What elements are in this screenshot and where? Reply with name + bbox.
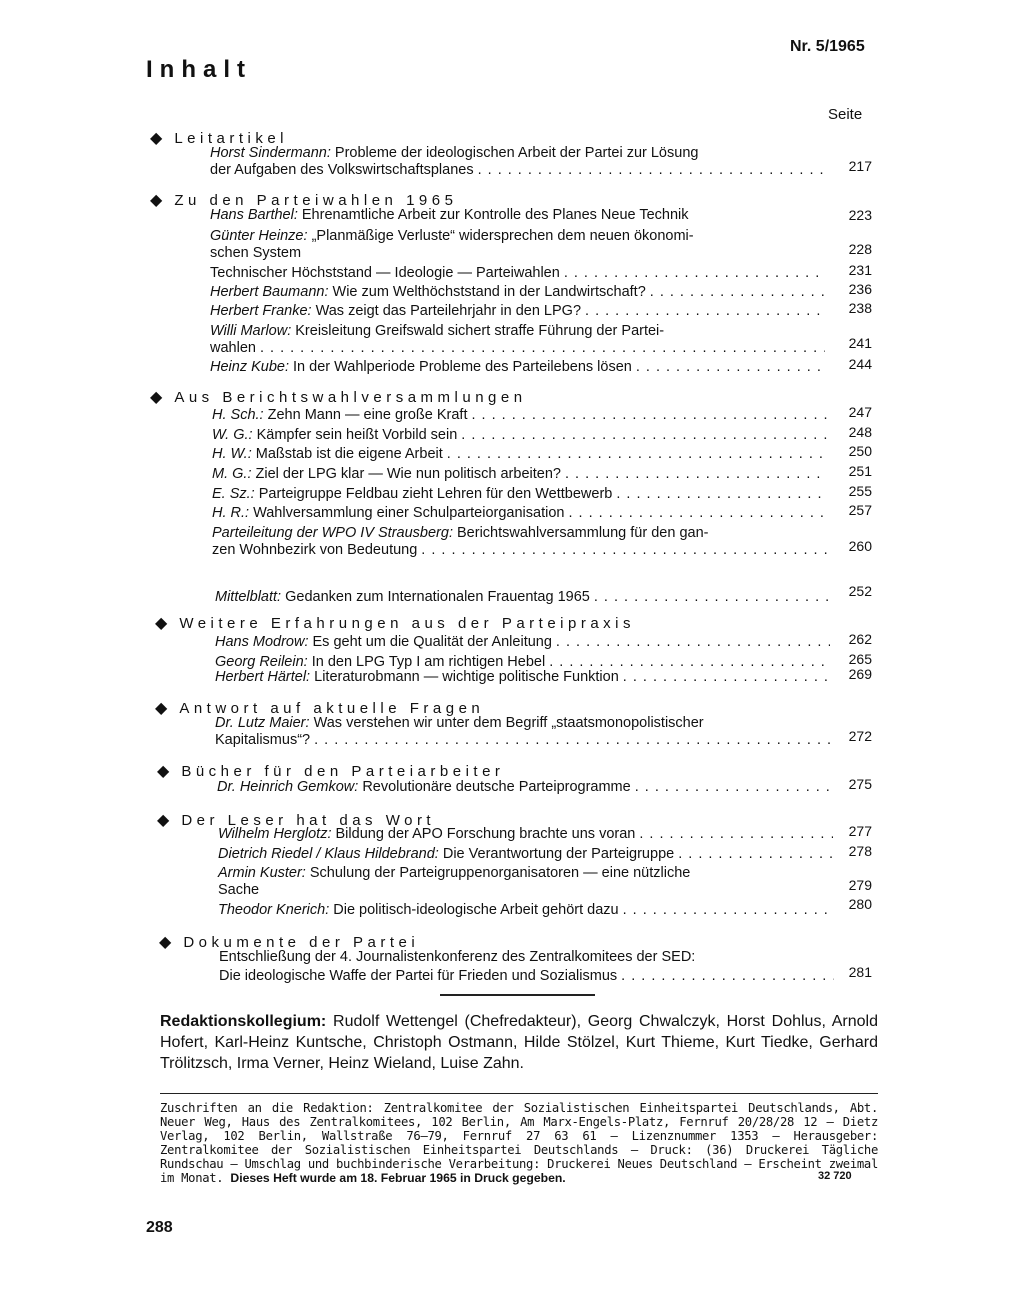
print-number: 32 720 [818, 1170, 852, 1182]
page-ref: 223 [848, 207, 872, 223]
page-ref: 217 [848, 158, 872, 174]
page-ref: 247 [848, 404, 872, 420]
toc-entry[interactable]: Günter Heinze: „Planmäßige Verluste“ widersprechen dem neuen ökonomi- schen System [210, 228, 694, 261]
imprint-divider [160, 1093, 878, 1094]
page-ref: 231 [848, 262, 872, 278]
page-ref: 251 [848, 463, 872, 479]
toc-entry[interactable]: E. Sz.: Parteigruppe Feldbau zieht Lehren für den Wettbewerb . . . [212, 486, 827, 503]
editorial-board: Redaktionskollegium: Rudolf Wettengel (Chefredakteur), Georg Chwalczyk, Horst Dohlus, Arnold Hofert, Karl-Heinz Kuntsche, Christoph Ostmann, Hilde Stölzel, Kurt Thieme, Kurt Tiedke, Gerhard Trölitzsch, Irma Verner, Heinz Wieland, Luise Zahn. [160, 1013, 879, 1072]
issue-number: Nr. 5/1965 [790, 38, 865, 55]
section-heading-berichtswahl: ◆ Aus Berichtswahlversammlungen [150, 389, 527, 406]
diamond-icon: ◆ [150, 389, 163, 406]
page-ref: 228 [848, 241, 872, 257]
page-ref: 248 [848, 424, 872, 440]
page-ref: 262 [848, 631, 872, 647]
diamond-icon: ◆ [155, 700, 168, 717]
section-heading-antwort: ◆ Antwort auf aktuelle Fragen [155, 700, 485, 717]
toc-entry[interactable]: Wilhelm Herglotz: Bildung der APO Forschung brachte uns voran . . . [218, 826, 833, 843]
page-ref: 257 [848, 502, 872, 518]
toc-entry[interactable]: Herbert Franke: Was zeigt das Parteilehrjahr in den LPG? . . . [210, 303, 825, 320]
toc-entry[interactable]: W. G.: Kämpfer sein heißt Vorbild sein . . . [212, 427, 827, 444]
toc-entry[interactable]: Herbert Härtel: Literaturobmann — wichtige politische Funktion . . . [215, 669, 830, 686]
toc-entry[interactable]: H. Sch.: Zehn Mann — eine große Kraft . . . [212, 407, 827, 424]
page-ref: 280 [848, 896, 872, 912]
page-ref: 279 [848, 877, 872, 893]
page-number: 288 [146, 1219, 173, 1236]
toc-entry[interactable]: Technischer Höchststand — Ideologie — Parteiwahlen . . . [210, 265, 825, 282]
toc-entry[interactable]: H. W.: Maßstab ist die eigene Arbeit . . . [212, 446, 827, 463]
page-ref: 236 [848, 281, 872, 297]
page-ref: 265 [848, 651, 872, 667]
toc-entry[interactable]: Theodor Knerich: Die politisch-ideologische Arbeit gehört dazu . . . [218, 902, 833, 919]
diamond-icon: ◆ [159, 934, 172, 951]
page-ref: 275 [848, 776, 872, 792]
toc-entry[interactable]: Dr. Lutz Maier: Was verstehen wir unter dem Begriff „staatsmonopolistischer Kapitalismus“? . . . [215, 715, 830, 749]
toc-entry[interactable]: Hans Barthel: Ehrenamtliche Arbeit zur Kontrolle des Planes Neue Technik [210, 207, 689, 223]
toc-entry[interactable]: Entschließung der 4. Journalistenkonferenz des Zentralkomitees der SED: Die ideologische Waffe der Partei für Frieden und Sozialismus . . . [219, 949, 834, 985]
toc-entry[interactable]: Georg Reilein: In den LPG Typ I am richtigen Hebel . . . [215, 654, 830, 671]
page-ref: 238 [848, 300, 872, 316]
diamond-icon: ◆ [150, 130, 163, 147]
page-ref: 281 [848, 964, 872, 980]
page-ref: 252 [848, 583, 872, 599]
toc-entry[interactable]: M. G.: Ziel der LPG klar — Wie nun politisch arbeiten? . . . [212, 466, 827, 483]
section-heading-erfahrungen: ◆ Weitere Erfahrungen aus der Parteipraxis [155, 615, 636, 632]
page-ref: 269 [848, 666, 872, 682]
toc-entry[interactable]: Willi Marlow: Kreisleitung Greifswald sichert straffe Führung der Partei- wahlen . . . [210, 323, 825, 357]
section-heading-parteiwahlen: ◆ Zu den Parteiwahlen 1965 [150, 192, 458, 209]
page-column-header: Seite [828, 106, 863, 123]
page-ref: 250 [848, 443, 872, 459]
toc-entry[interactable]: H. R.: Wahlversammlung einer Schulparteiorganisation . . . [212, 505, 827, 522]
section-heading-leser: ◆ Der Leser hat das Wort [157, 812, 436, 829]
section-heading-dokumente: ◆ Dokumente der Partei [159, 934, 420, 951]
toc-entry[interactable]: Parteileitung der WPO IV Strausberg: Berichtswahlversammlung für den gan- zen Wohnbezirk von Bedeutung . . . [212, 525, 827, 559]
page-title: Inhalt [146, 56, 252, 83]
imprint: Zuschriften an die Redaktion: Zentralkomitee der Sozialistischen Einheitspartei Deutschlands, Abt. Neuer Weg, Haus des Zentralkomitees, 102 Berlin, Am Marx-Engels-Platz, Fernruf 20/28/28 12 — Dietz Verlag, 102 Berlin, Wallstraße 76—79, Fernruf 27 63 61 — Lizenznummer 1353 — Herausgeber: Zentralkomitee der Sozialistischen Einheitspartei Deutschlands — Druck: (36) Druckerei Tägliche Rundschau — Umschlag und buchbinderische Verarbeitung: Druckerei Neues Deutschland — Erscheint zweimal im Monat. Dieses Heft wurde am 18. Februar 1965 in Druck gegeben. [160, 1101, 878, 1185]
page-ref: 244 [848, 356, 872, 372]
diamond-icon: ◆ [155, 615, 168, 632]
toc-entry[interactable]: Heinz Kube: In der Wahlperiode Probleme des Parteilebens lösen . . . [210, 359, 825, 376]
toc-entry[interactable]: Dietrich Riedel / Klaus Hildebrand: Die Verantwortung der Parteigruppe . . . [218, 846, 833, 863]
toc-entry[interactable]: Armin Kuster: Schulung der Parteigruppenorganisatoren — eine nützliche Sache [218, 865, 691, 898]
separator-rule [440, 994, 595, 996]
diamond-icon: ◆ [150, 192, 163, 209]
page-ref: 241 [848, 335, 872, 351]
toc-entry[interactable]: Mittelblatt: Gedanken zum Internationalen Frauentag 1965 . . . [215, 589, 830, 606]
page-ref: 277 [848, 823, 872, 839]
toc-entry[interactable]: Hans Modrow: Es geht um die Qualität der Anleitung . . . [215, 634, 830, 651]
page-ref: 260 [848, 538, 872, 554]
page-ref: 278 [848, 843, 872, 859]
toc-entry[interactable]: Horst Sindermann: Probleme der ideologischen Arbeit der Partei zur Lösung der Aufgaben des Volkswirtschaftsplanes . . . [210, 145, 825, 179]
section-heading-buecher: ◆ Bücher für den Parteiarbeiter [157, 763, 505, 780]
diamond-icon: ◆ [157, 763, 170, 780]
section-heading-leitartikel: ◆ Leitartikel [150, 130, 289, 147]
toc-entry[interactable]: Dr. Heinrich Gemkow: Revolutionäre deutsche Parteiprogramme . . . [217, 779, 832, 796]
page-ref: 272 [848, 728, 872, 744]
toc-entry[interactable]: Herbert Baumann: Wie zum Welthöchststand in der Landwirtschaft? . . . [210, 284, 825, 301]
diamond-icon: ◆ [157, 812, 170, 829]
page-ref: 255 [848, 483, 872, 499]
